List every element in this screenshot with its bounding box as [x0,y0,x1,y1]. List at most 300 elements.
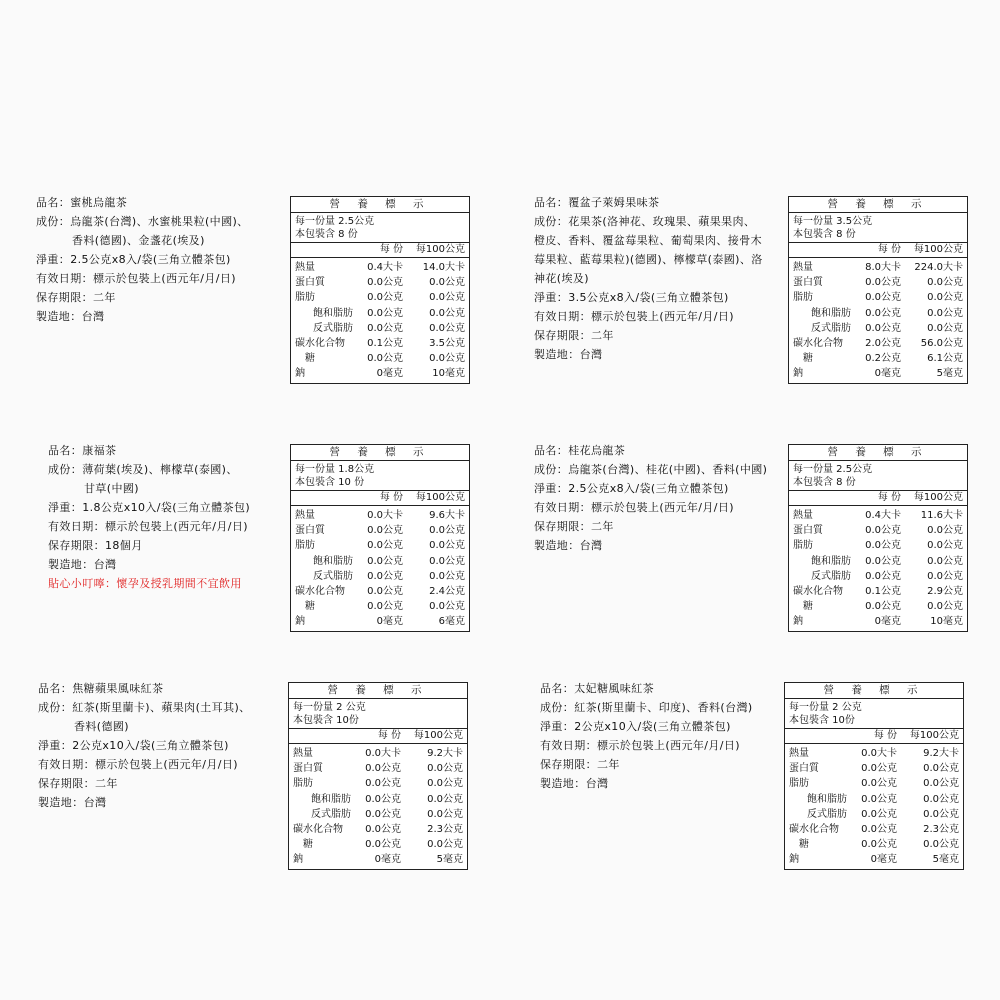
header-per-100g: 每100公克 [415,492,465,503]
column-header [785,729,963,744]
per-100g-value: 0.0公克 [927,292,963,304]
table-row [291,554,469,569]
table-row [291,366,469,381]
per-100g-value: 5毫克 [436,854,463,866]
per-100g-value: 0.0公克 [427,778,463,790]
nutrient-rows [289,744,467,869]
per-serving-value: 8.0大卡 [865,262,901,273]
info-line: 神花(埃及) [534,272,589,285]
nutrition-table [288,682,468,870]
per-100g-value: 0.0公克 [427,839,463,851]
per-serving-value: 0.0公克 [367,585,403,597]
per-100g-value: 0.0公克 [927,555,963,567]
nutrient-name: 脂肪 [293,778,313,790]
header-per-100g: 每100公克 [909,730,959,741]
nutrient-name: 鈉 [295,368,305,380]
nutrient-name: 碳水化合物 [295,337,345,349]
serving-info [789,461,967,491]
per-serving-value: 0.0公克 [861,793,897,805]
per-100g-value: 0.0公克 [923,778,959,790]
serving-info [785,699,963,729]
info-line: 香料(德國) [74,720,129,733]
per-100g-value: 0.0公克 [429,601,465,613]
per-100g-value: 56.0公克 [920,337,963,349]
header-blank [789,243,857,257]
nutrient-name: 脂肪 [295,540,315,552]
per-serving-value: 0.0公克 [865,570,901,582]
per-serving-value: 0.0公克 [865,601,901,613]
per-serving-value: 0.0公克 [367,540,403,552]
table-row [289,852,467,867]
table-row [291,290,469,305]
table-row [789,538,967,553]
header-blank [785,729,853,743]
nutrient-name: 熱量 [295,262,315,273]
per-serving-value: 0.0大卡 [367,510,403,521]
table-row [785,761,963,776]
nutrient-rows [291,258,469,383]
per-100g-value: 0.0公克 [429,570,465,582]
table-row [291,569,469,584]
per-serving-value: 0.0公克 [865,322,901,334]
per-serving-value: 0.0公克 [367,277,403,289]
table-row [785,822,963,837]
per-100g-value: 0.0公克 [429,540,465,552]
nutrient-name: 反式脂肪 [311,808,351,820]
servings-per-pack: 本包裝含 8 份 [793,229,856,240]
nutrition-title: 營 養 標 示 [785,683,963,699]
nutrient-name: 碳水化合物 [293,823,343,835]
table-row [291,336,469,351]
servings-per-pack: 本包裝含 8 份 [793,477,856,488]
info-line: 淨重：3.5公克x8入/袋(三角立體茶包) [534,291,729,304]
info-line: 成份：薄荷葉(埃及)、檸檬草(泰國)、 [48,463,238,476]
nutrient-name: 飽和脂肪 [313,307,353,319]
per-100g-value: 6.1公克 [927,353,963,365]
table-row [289,761,467,776]
nutrient-name: 蛋白質 [793,277,823,289]
nutrient-name: 反式脂肪 [811,322,851,334]
product-info [534,193,763,364]
table-row [789,351,967,366]
per-100g-value: 0.0公克 [927,277,963,289]
serving-size: 每一份量 3.5公克 [793,216,873,227]
table-row [289,837,467,852]
header-per-100g: 每100公克 [913,244,963,255]
header-blank [789,491,857,505]
table-row [289,807,467,822]
per-100g-value: 0.0公克 [927,570,963,582]
header-per-serving: 每 份 [877,492,901,503]
per-100g-value: 0.0公克 [927,540,963,552]
per-100g-value: 0.0公克 [429,555,465,567]
nutrient-name: 熱量 [293,748,313,759]
serving-info [289,699,467,729]
per-serving-value: 0.1公克 [865,585,901,597]
table-row [789,599,967,614]
serving-size: 每一份量 1.8公克 [295,464,375,475]
header-per-serving: 每 份 [379,492,403,503]
table-row [789,523,967,538]
per-serving-value: 0.0公克 [865,307,901,319]
info-line: 保存期限：18個月 [48,539,143,552]
per-serving-value: 0.2公克 [865,353,901,365]
per-serving-value: 0.0公克 [865,525,901,537]
header-per-serving: 每 份 [877,244,901,255]
nutrient-name: 飽和脂肪 [311,793,351,805]
header-blank [291,243,359,257]
info-line: 有效日期：標示於包裝上(西元年/月/日) [540,739,740,752]
per-serving-value: 0毫克 [874,368,901,380]
table-row [289,746,467,761]
header-per-100g: 每100公克 [413,730,463,741]
nutrient-name: 反式脂肪 [807,808,847,820]
nutrient-name: 糖 [305,353,315,365]
table-row [785,776,963,791]
table-row [291,275,469,290]
per-serving-value: 0.0公克 [367,555,403,567]
info-line: 製造地：台灣 [540,777,609,790]
info-line: 淨重：1.8公克x10入/袋(三角立體茶包) [48,501,251,514]
per-100g-value: 0.0公克 [427,808,463,820]
per-100g-value: 224.0大卡 [914,262,963,273]
info-line: 保存期限：二年 [38,777,118,790]
nutrient-name: 蛋白質 [295,525,325,537]
per-serving-value: 0.0公克 [865,292,901,304]
table-row [789,569,967,584]
table-row [291,584,469,599]
per-serving-value: 0.0公克 [367,525,403,537]
nutrient-name: 熱量 [793,510,813,521]
per-serving-value: 0.4大卡 [865,510,901,521]
serving-info [291,461,469,491]
table-row [291,523,469,538]
serving-size: 每一份量 2 公克 [293,702,366,713]
nutrition-title: 營 養 標 示 [289,683,467,699]
nutrition-table [784,682,964,870]
serving-size: 每一份量 2.5公克 [793,464,873,475]
per-serving-value: 0.0公克 [365,808,401,820]
per-serving-value: 0.0公克 [367,307,403,319]
per-100g-value: 10毫克 [432,368,465,380]
info-line: 保存期限：二年 [540,758,620,771]
table-row [785,837,963,852]
product-info [38,679,251,812]
table-row [785,746,963,761]
nutrient-name: 鈉 [793,368,803,380]
nutrient-name: 鈉 [295,616,305,628]
per-serving-value: 0.0公克 [365,778,401,790]
per-serving-value: 0.0公克 [865,540,901,552]
table-row [789,336,967,351]
per-serving-value: 0.1公克 [367,337,403,349]
nutrient-name: 脂肪 [789,778,809,790]
nutrient-name: 熱量 [295,510,315,521]
info-line: 有效日期：標示於包裝上(西元年/月/日) [534,501,734,514]
nutrient-rows [789,258,967,383]
servings-per-pack: 本包裝含 10份 [293,715,359,726]
servings-per-pack: 本包裝含 10 份 [295,477,365,488]
per-serving-value: 0毫克 [374,854,401,866]
column-header [289,729,467,744]
info-line: 製造地：台灣 [48,558,117,571]
nutrient-name: 脂肪 [793,292,813,304]
servings-per-pack: 本包裝含 10份 [789,715,855,726]
info-line: 品名：桂花烏龍茶 [534,444,626,457]
per-100g-value: 0.0公克 [923,763,959,775]
per-serving-value: 0.0公克 [365,839,401,851]
per-serving-value: 0.0公克 [365,763,401,775]
nutrient-name: 糖 [803,601,813,613]
table-row [289,776,467,791]
nutrient-name: 飽和脂肪 [811,555,851,567]
info-line: 有效日期：標示於包裝上(西元年/月/日) [38,758,238,771]
info-line: 有效日期：標示於包裝上(西元年/月/日) [534,310,734,323]
per-serving-value: 0.0公克 [861,839,897,851]
serving-size: 每一份量 2.5公克 [295,216,375,227]
header-blank [291,491,359,505]
nutrient-name: 蛋白質 [295,277,325,289]
nutrient-name: 糖 [803,353,813,365]
per-serving-value: 0.4大卡 [367,262,403,273]
nutrient-name: 碳水化合物 [793,337,843,349]
info-line: 品名：蜜桃烏龍茶 [36,196,128,209]
per-100g-value: 10毫克 [930,616,963,628]
per-serving-value: 0.0公克 [861,778,897,790]
per-100g-value: 0.0公克 [927,601,963,613]
per-serving-value: 0.0大卡 [365,748,401,759]
nutrient-name: 糖 [799,839,809,851]
nutrition-table [788,196,968,384]
nutrient-name: 蛋白質 [793,525,823,537]
per-100g-value: 0.0公克 [923,808,959,820]
info-line: 成份：紅茶(斯里蘭卡、印度)、香料(台灣) [540,701,753,714]
warning-text: 貼心小叮嚀：懷孕及授乳期間不宜飲用 [48,577,242,590]
info-line: 橙皮、香料、覆盆莓果粒、葡萄果肉、接骨木 [534,234,762,247]
info-line: 製造地：台灣 [534,348,603,361]
per-100g-value: 3.5公克 [429,337,465,349]
per-serving-value: 0.0公克 [861,808,897,820]
nutrient-name: 飽和脂肪 [807,793,847,805]
table-row [289,792,467,807]
nutrition-table [290,444,470,632]
table-row [785,807,963,822]
header-per-100g: 每100公克 [913,492,963,503]
nutrient-name: 蛋白質 [789,763,819,775]
table-row [789,614,967,629]
product-info [534,441,767,555]
nutrient-name: 鈉 [789,854,799,866]
per-serving-value: 0毫克 [376,368,403,380]
table-row [789,366,967,381]
per-100g-value: 0.0公克 [923,793,959,805]
per-100g-value: 0.0公克 [429,292,465,304]
info-line: 成份：紅茶(斯里蘭卡)、蘋果肉(土耳其)、 [38,701,251,714]
info-line: 淨重：2.5公克x8入/袋(三角立體茶包) [36,253,231,266]
nutrient-rows [789,506,967,631]
nutrient-rows [291,506,469,631]
nutrient-name: 鈉 [293,854,303,866]
table-row [789,306,967,321]
info-line: 保存期限：二年 [36,291,116,304]
per-serving-value: 0.0公克 [367,353,403,365]
table-row [291,260,469,275]
info-line: 品名：康福茶 [48,444,117,457]
per-100g-value: 14.0大卡 [422,262,465,273]
per-100g-value: 0.0公克 [427,763,463,775]
table-row [789,584,967,599]
per-serving-value: 0.0公克 [367,292,403,304]
nutrient-name: 糖 [303,839,313,851]
per-100g-value: 9.2大卡 [427,748,463,759]
per-100g-value: 0.0公克 [927,525,963,537]
info-line: 保存期限：二年 [534,520,614,533]
nutrition-title: 營 養 標 示 [789,445,967,461]
nutrition-title: 營 養 標 示 [291,197,469,213]
per-serving-value: 0.0公克 [365,823,401,835]
per-serving-value: 0.0公克 [367,322,403,334]
serving-info [291,213,469,243]
per-100g-value: 0.0公克 [429,525,465,537]
serving-info [789,213,967,243]
table-row [789,275,967,290]
column-header [291,491,469,506]
per-100g-value: 0.0公克 [429,277,465,289]
product-info [36,193,249,326]
per-100g-value: 11.6大卡 [920,510,963,521]
info-line: 品名：焦糖蘋果風味紅茶 [38,682,164,695]
info-line: 淨重：2公克x10入/袋(三角立體茶包) [540,720,731,733]
header-per-serving: 每 份 [379,244,403,255]
nutrient-name: 熱量 [789,748,809,759]
per-100g-value: 0.0公克 [429,307,465,319]
nutrition-title: 營 養 標 示 [291,445,469,461]
nutrient-name: 飽和脂肪 [313,555,353,567]
table-row [291,306,469,321]
nutrient-name: 反式脂肪 [313,322,353,334]
nutrient-name: 脂肪 [793,540,813,552]
nutrient-name: 反式脂肪 [811,570,851,582]
table-row [785,852,963,867]
nutrient-name: 糖 [305,601,315,613]
nutrient-name: 熱量 [793,262,813,273]
table-row [789,508,967,523]
per-serving-value: 0.0公克 [865,277,901,289]
per-100g-value: 2.3公克 [427,823,463,835]
info-line: 有效日期：標示於包裝上(西元年/月/日) [48,520,248,533]
nutrient-name: 碳水化合物 [295,585,345,597]
column-header [789,243,967,258]
per-serving-value: 0.0大卡 [861,748,897,759]
per-100g-value: 0.0公克 [927,307,963,319]
table-row [289,822,467,837]
per-100g-value: 5毫克 [932,854,959,866]
info-line: 成份：烏龍茶(台灣)、桂花(中國)、香料(中國) [534,463,768,476]
nutrient-name: 碳水化合物 [793,585,843,597]
per-100g-value: 5毫克 [936,368,963,380]
table-row [291,321,469,336]
per-serving-value: 0.0公克 [861,763,897,775]
info-line: 甘草(中國) [84,482,139,495]
per-serving-value: 0.0公克 [865,555,901,567]
nutrition-table [788,444,968,632]
column-header [291,243,469,258]
per-100g-value: 0.0公克 [427,793,463,805]
info-line: 成份：花果茶(洛神花、玫瑰果、蘋果果肉、 [534,215,756,228]
product-info [48,441,250,593]
per-serving-value: 0毫克 [874,616,901,628]
per-100g-value: 2.3公克 [923,823,959,835]
nutrient-name: 脂肪 [295,292,315,304]
info-line: 製造地：台灣 [36,310,105,323]
table-row [789,554,967,569]
info-line: 成份：烏龍茶(台灣)、水蜜桃果粒(中國)、 [36,215,249,228]
per-serving-value: 0毫克 [870,854,897,866]
info-line: 莓果粒、藍莓果粒)(德國)、檸檬草(泰國)、洛 [534,253,763,266]
header-per-serving: 每 份 [873,730,897,741]
info-line: 淨重：2公克x10入/袋(三角立體茶包) [38,739,229,752]
per-100g-value: 0.0公克 [927,322,963,334]
nutrient-name: 飽和脂肪 [811,307,851,319]
per-100g-value: 9.6大卡 [429,510,465,521]
nutrient-name: 碳水化合物 [789,823,839,835]
table-row [789,290,967,305]
nutrient-name: 蛋白質 [293,763,323,775]
per-100g-value: 2.9公克 [927,585,963,597]
nutrition-table [290,196,470,384]
per-serving-value: 2.0公克 [865,337,901,349]
header-per-100g: 每100公克 [415,244,465,255]
info-line: 香料(德國)、金盞花(埃及) [72,234,205,247]
table-row [785,792,963,807]
table-row [291,351,469,366]
table-row [789,260,967,275]
table-row [789,321,967,336]
per-100g-value: 0.0公克 [429,353,465,365]
per-100g-value: 0.0公克 [429,322,465,334]
per-serving-value: 0毫克 [376,616,403,628]
per-100g-value: 6毫克 [438,616,465,628]
per-100g-value: 2.4公克 [429,585,465,597]
per-serving-value: 0.0公克 [367,601,403,613]
per-serving-value: 0.0公克 [367,570,403,582]
header-blank [289,729,357,743]
per-100g-value: 9.2大卡 [923,748,959,759]
table-row [291,508,469,523]
info-line: 品名：太妃糖風味紅茶 [540,682,654,695]
info-line: 品名：覆盆子萊姆果味茶 [534,196,660,209]
nutrient-name: 反式脂肪 [313,570,353,582]
nutrient-rows [785,744,963,869]
serving-size: 每一份量 2 公克 [789,702,862,713]
info-line: 製造地：台灣 [38,796,107,809]
nutrition-title: 營 養 標 示 [789,197,967,213]
table-row [291,599,469,614]
table-row [291,614,469,629]
info-line: 製造地：台灣 [534,539,603,552]
per-serving-value: 0.0公克 [861,823,897,835]
column-header [789,491,967,506]
info-line: 淨重：2.5公克x8入/袋(三角立體茶包) [534,482,729,495]
per-100g-value: 0.0公克 [923,839,959,851]
info-line: 有效日期：標示於包裝上(西元年/月/日) [36,272,236,285]
nutrient-name: 鈉 [793,616,803,628]
table-row [291,538,469,553]
servings-per-pack: 本包裝含 8 份 [295,229,358,240]
header-per-serving: 每 份 [377,730,401,741]
per-serving-value: 0.0公克 [365,793,401,805]
info-line: 保存期限：二年 [534,329,614,342]
